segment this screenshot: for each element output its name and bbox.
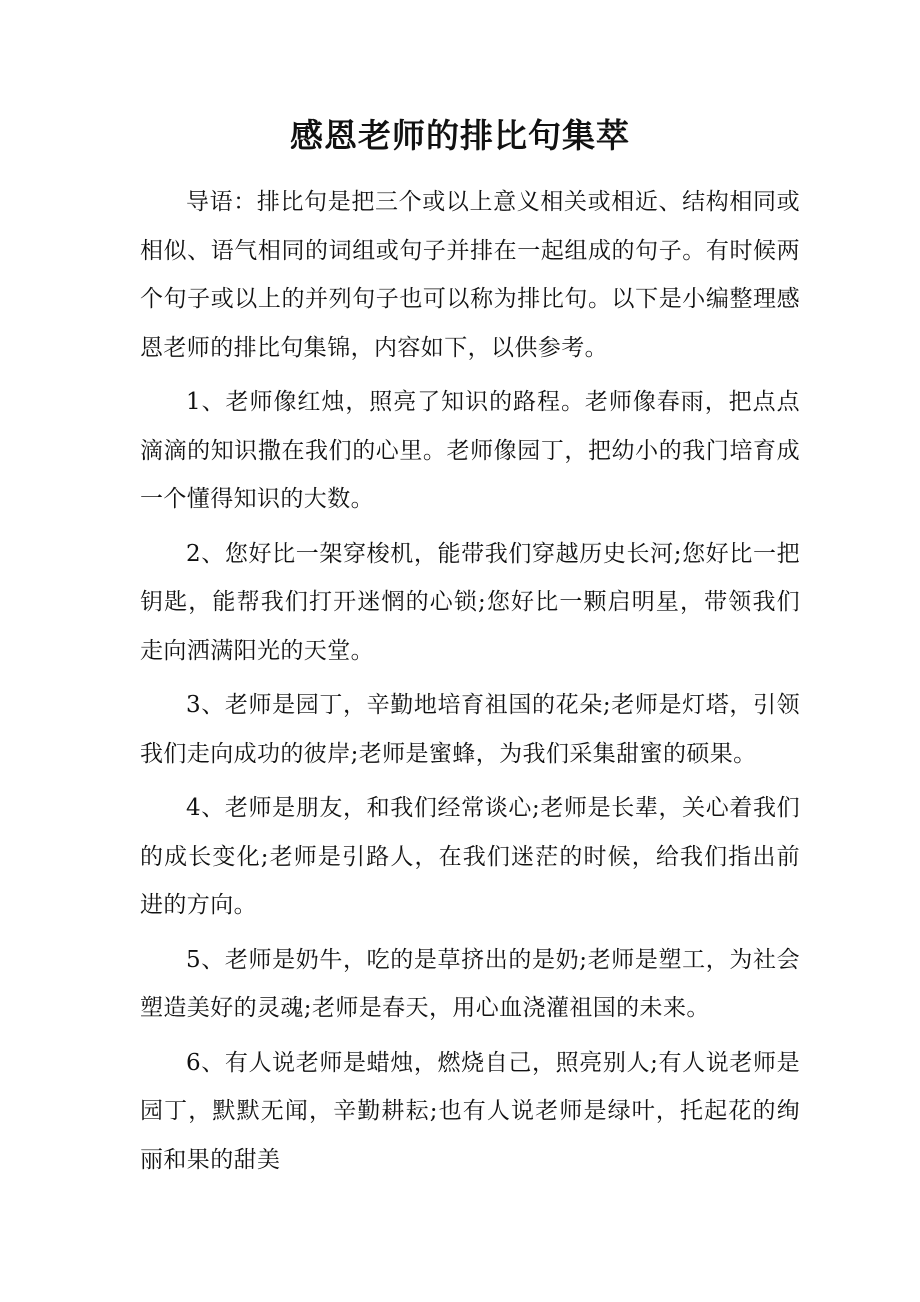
- list-item: 1、老师像红烛，照亮了知识的路程。老师像春雨，把点点滴滴的知识撒在我们的心里。老师像园丁，把幼小的我门培育成一个懂得知识的大数。: [140, 389, 800, 512]
- list-item: 5、老师是奶牛，吃的是草挤出的是奶;老师是塑工，为社会塑造美好的灵魂;老师是春天，用心血浇灌祖国的未来。: [140, 946, 800, 1021]
- list-item: 4、老师是朋友，和我们经常谈心;老师是长辈，关心着我们的成长变化;老师是引路人，在我们迷茫的时候，给我们指出前进的方向。: [140, 795, 800, 918]
- list-item: 3、老师是园丁，辛勤地培育祖国的花朵;老师是灯塔，引领我们走向成功的彼岸;老师是蜜蜂，为我们采集甜蜜的硕果。: [140, 692, 800, 767]
- document-title: 感恩老师的排比句集萃: [290, 116, 630, 155]
- list-item: 2、您好比一架穿梭机，能带我们穿越历史长河;您好比一把钥匙，能帮我们打开迷惘的心锁;您好比一颗启明星，带领我们走向洒满阳光的天堂。: [140, 540, 800, 664]
- intro-paragraph: 导语：排比句是把三个或以上意义相关或相近、结构相同或相似、语气相同的词组或句子并排在一起组成的句子。有时候两个句子或以上的并列句子也可以称为排比句。以下是小编整理感恩老师的排比句集锦，内容如下，以供参考。: [140, 189, 800, 361]
- list-item: 6、有人说老师是蜡烛，燃烧自己，照亮别人;有人说老师是园丁，默默无闻，辛勤耕耘;也有人说老师是绿叶，托起花的绚丽和果的甜美: [140, 1049, 800, 1173]
- document-body: [140, 178, 800, 1190]
